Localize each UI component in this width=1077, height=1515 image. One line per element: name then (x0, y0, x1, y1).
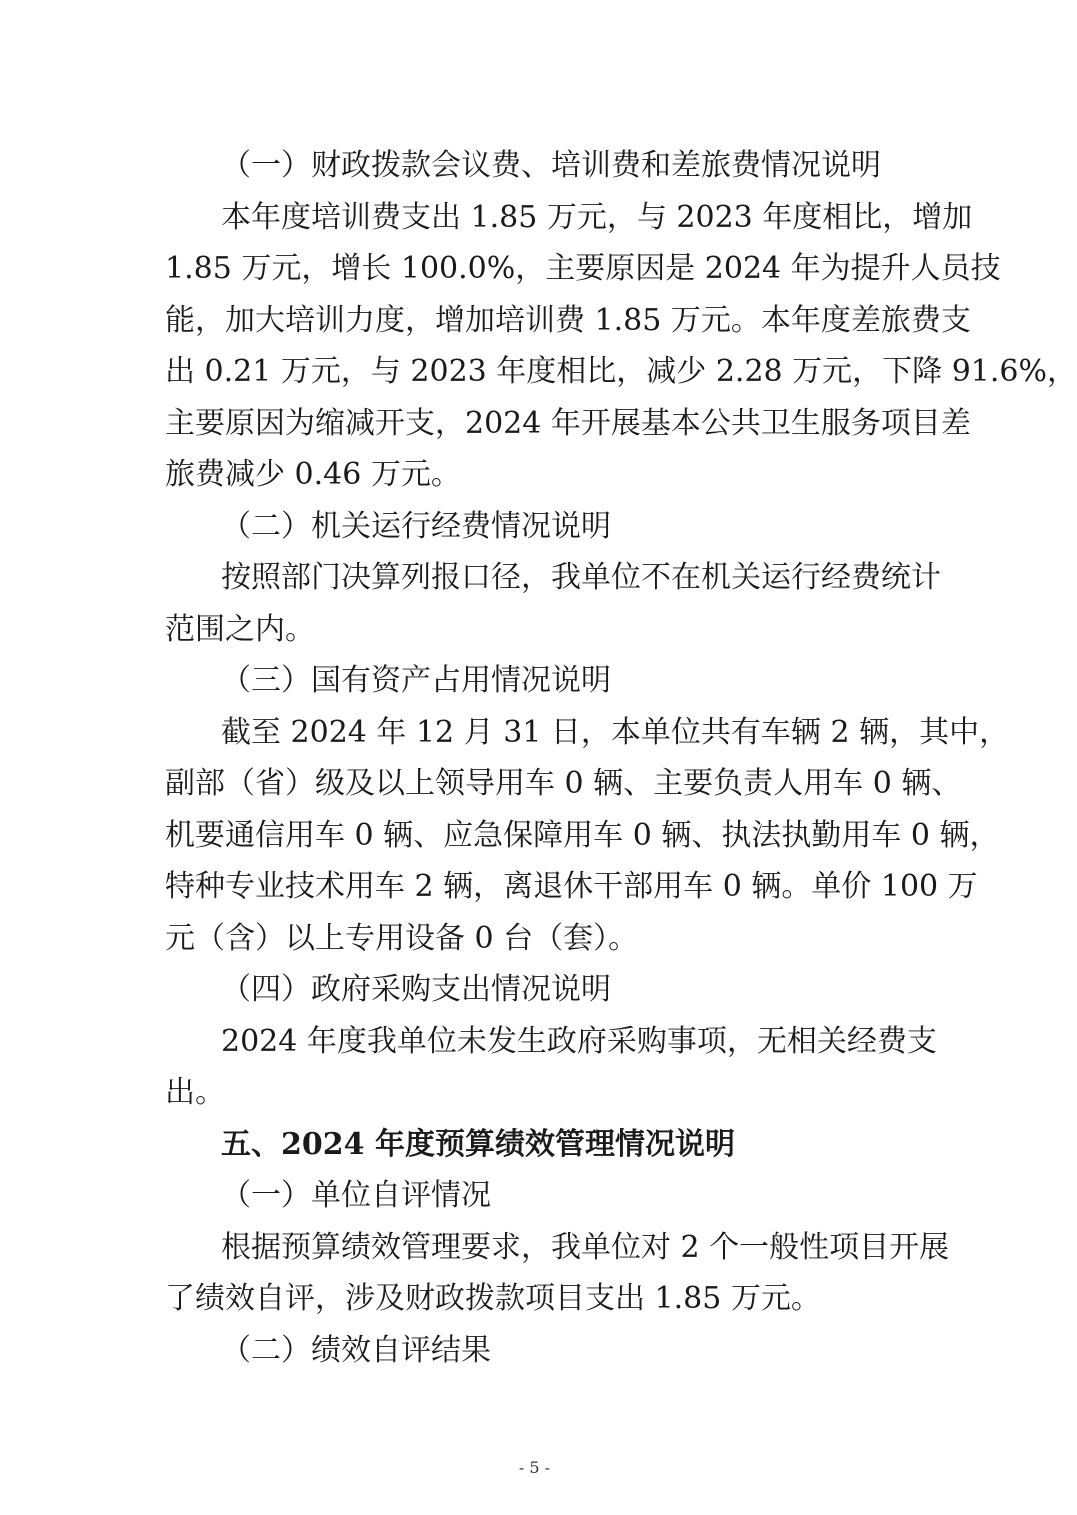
section-heading: （二）绩效自评结果 (221, 1332, 491, 1368)
paragraph-line: 截至 2024 年 12 月 31 日，本单位共有车辆 2 辆，其中， (221, 714, 1010, 750)
paragraph-line: 主要原因为缩减开支，2024 年开展基本公共卫生服务项目差 (165, 405, 971, 441)
page-number: - 5 - (518, 1458, 551, 1477)
paragraph-line: 出。 (165, 1075, 225, 1110)
paragraph-line: 按照部门决算列报口径，我单位不在机关运行经费统计 (221, 560, 941, 595)
section-heading: （四）政府采购支出情况说明 (221, 972, 611, 1007)
section-heading: （一）财政拨款会议费、培训费和差旅费情况说明 (221, 148, 881, 183)
paragraph-line: 特种专业技术用车 2 辆，离退休干部用车 0 辆。单价 100 万 (165, 869, 978, 904)
paragraph-line: 副部（省）级及以上领导用车 0 辆、主要负责人用车 0 辆、 (165, 766, 962, 801)
paragraph-line: 元（含）以上专用设备 0 台（套）。 (165, 920, 639, 956)
paragraph-line: 旅费减少 0.46 万元。 (165, 457, 461, 492)
chapter-heading: 五、2024 年度预算绩效管理情况说明 (221, 1126, 735, 1162)
paragraph-line: 出 0.21 万元，与 2023 年度相比，减少 2.28 万元，下降 91.6%， (165, 354, 1077, 389)
section-heading: （一）单位自评情况 (221, 1178, 491, 1213)
paragraph-line: 2024 年度我单位未发生政府采购事项，无相关经费支 (221, 1023, 937, 1059)
paragraph-line: 本年度培训费支出 1.85 万元，与 2023 年度相比，增加 (221, 199, 973, 235)
document-body (165, 140, 1077, 1376)
paragraph-line: 能，加大培训力度，增加培训费 1.85 万元。本年度差旅费支 (165, 302, 971, 338)
paragraph-line: 范围之内。 (165, 611, 315, 647)
paragraph-line: 机要通信用车 0 辆、应急保障用车 0 辆、执法执勤用车 0 辆， (165, 817, 1000, 853)
paragraph-line: 1.85 万元，增长 100.0%，主要原因是 2024 年为提升人员技 (165, 251, 1001, 286)
section-heading: （二）机关运行经费情况说明 (221, 508, 611, 544)
section-heading: （三）国有资产占用情况说明 (221, 663, 611, 698)
paragraph-line: 了绩效自评，涉及财政拨款项目支出 1.85 万元。 (165, 1281, 821, 1316)
paragraph-line: 根据预算绩效管理要求，我单位对 2 个一般性项目开展 (221, 1229, 950, 1265)
